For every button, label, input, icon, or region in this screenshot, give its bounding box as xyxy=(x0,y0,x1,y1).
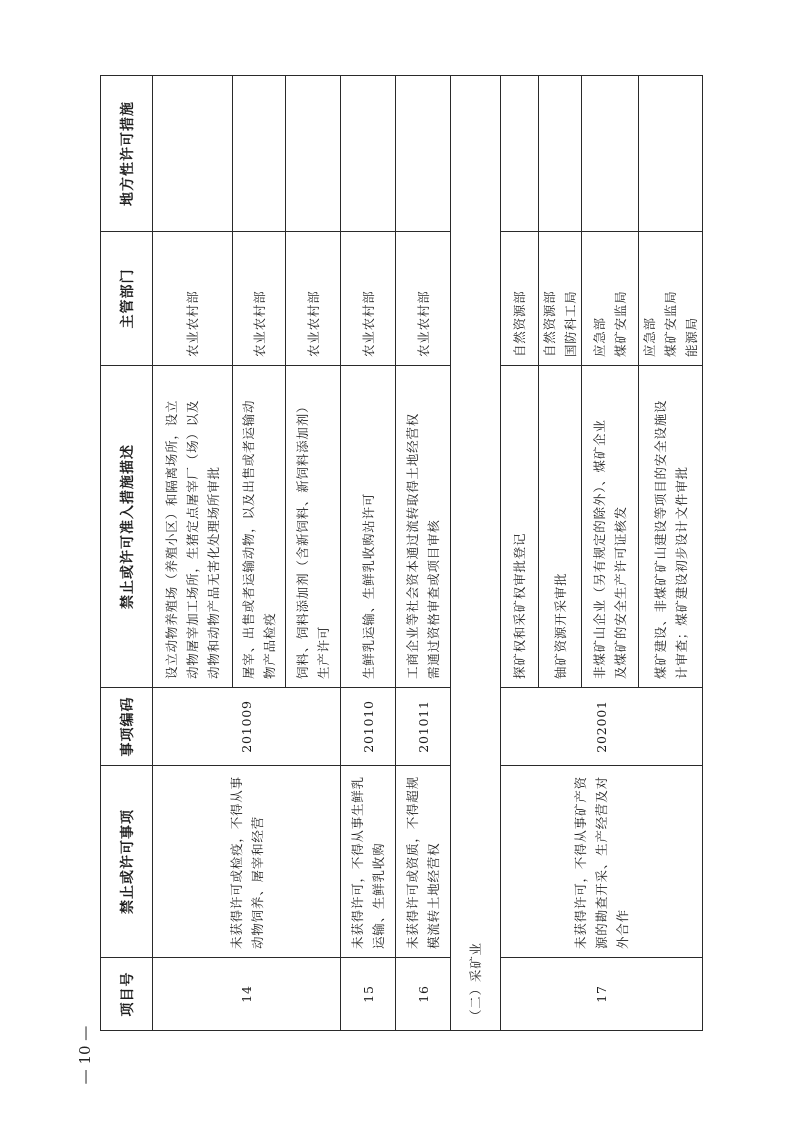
department-cell: 自然资源部 国防科工局 xyxy=(539,232,582,366)
table-body xyxy=(153,76,703,1031)
section-title: （二）采矿业 xyxy=(451,76,501,1031)
local-measure-cell xyxy=(396,76,451,232)
measure-cell: 设立动物养殖场（养殖小区）和隔离场所，设立 动物屠宰加工场所，生猪定点屠宰厂（场）以及 动物和动物产品无害化处理场所审批 xyxy=(153,366,233,688)
department-cell: 农业农村部 xyxy=(341,232,396,366)
item-cell: 未获得许可，不得从事生鲜乳 运输、生鲜乳收购 xyxy=(341,766,396,958)
department-cell: 农业农村部 xyxy=(396,232,451,366)
local-measure-cell xyxy=(639,76,703,232)
item-cell: 未获得许可或资质，不得超规 模流转土地经营权 xyxy=(396,766,451,958)
measure-cell: 工商企业等社会资本通过流转取得土地经营权 需通过资格审查或项目审核 xyxy=(396,366,451,688)
table-header-row xyxy=(101,76,153,1031)
item-no-cell: 14 xyxy=(153,958,341,1031)
local-measure-cell xyxy=(153,76,233,232)
local-measure-cell xyxy=(286,76,341,232)
table-row xyxy=(396,76,451,1031)
table-row xyxy=(153,76,233,1031)
section-row xyxy=(451,76,501,1031)
local-measure-cell xyxy=(501,76,539,232)
item-cell: 未获得许可，不得从事矿产资 源的勘查开采、生产经营及对 外合作 xyxy=(501,766,703,958)
table-row xyxy=(501,76,539,1031)
header-code: 事项编码 xyxy=(101,688,153,766)
local-measure-cell xyxy=(539,76,582,232)
local-measure-cell xyxy=(341,76,396,232)
item-no-cell: 17 xyxy=(501,958,703,1031)
local-measure-cell xyxy=(233,76,286,232)
table-row xyxy=(341,76,396,1031)
header-item-no: 项目号 xyxy=(101,958,153,1031)
header-measure: 禁止或许可准入措施描述 xyxy=(101,366,153,688)
header-local-measure: 地方性许可措施 xyxy=(101,76,153,232)
department-cell: 农业农村部 xyxy=(153,232,233,366)
table-header xyxy=(101,76,153,1031)
department-cell: 应急部 煤矿安监局 xyxy=(582,232,639,366)
measure-cell: 屠宰、出售或者运输动物，以及出售或者运输动 物产品检疫 xyxy=(233,366,286,688)
department-cell: 农业农村部 xyxy=(233,232,286,366)
code-cell: 202001 xyxy=(501,688,703,766)
measure-cell: 非煤矿山企业（另有规定的除外）、煤矿企业 及煤矿的安全生产许可证核发 xyxy=(582,366,639,688)
measure-cell: 铀矿资源开采审批 xyxy=(539,366,582,688)
item-cell: 未获得许可或检疫，不得从事 动物饲养、屠宰和经营 xyxy=(153,766,341,958)
measure-cell: 饲料、饲料添加剂（含新饲料、新饲料添加剂） 生产许可 xyxy=(286,366,341,688)
negative-list-table xyxy=(100,75,703,1031)
code-cell: 201011 xyxy=(396,688,451,766)
department-cell: 自然资源部 xyxy=(501,232,539,366)
department-cell: 应急部 煤矿安监局 能源局 xyxy=(639,232,703,366)
measure-cell: 生鲜乳运输、生鲜乳收购站许可 xyxy=(341,366,396,688)
department-cell: 农业农村部 xyxy=(286,232,341,366)
header-department: 主管部门 xyxy=(101,232,153,366)
item-no-cell: 15 xyxy=(341,958,396,1031)
item-no-cell: 16 xyxy=(396,958,451,1031)
local-measure-cell xyxy=(582,76,639,232)
page-number: — 10 — xyxy=(76,1025,94,1085)
measure-cell: 煤矿建设、非煤矿矿山建设等项目的安全设施设 计审查；煤矿建设初步设计文件审批 xyxy=(639,366,703,688)
code-cell: 201009 xyxy=(153,688,341,766)
code-cell: 201010 xyxy=(341,688,396,766)
header-item: 禁止或许可事项 xyxy=(101,766,153,958)
measure-cell: 探矿权和采矿权审批登记 xyxy=(501,366,539,688)
